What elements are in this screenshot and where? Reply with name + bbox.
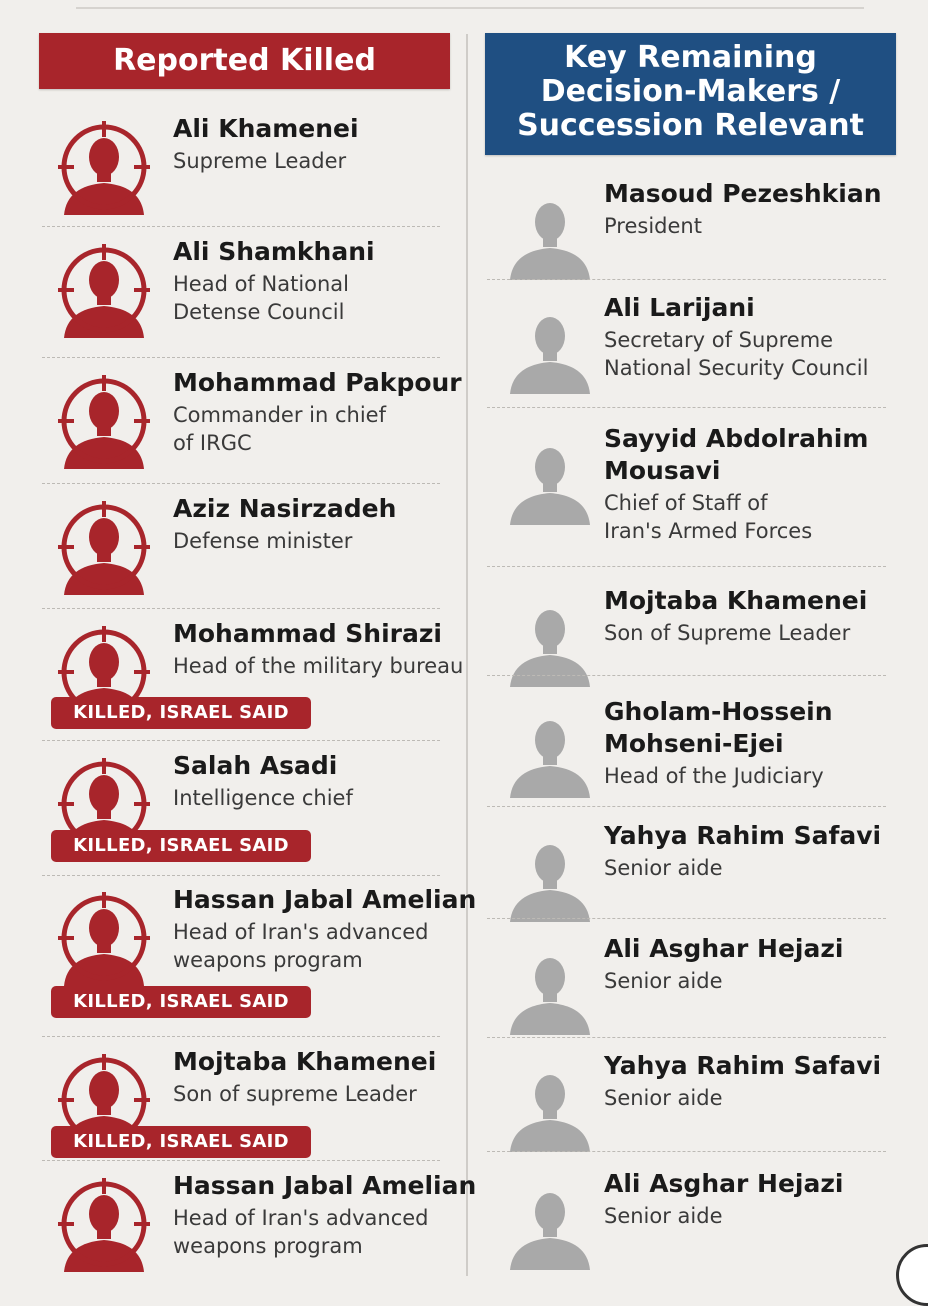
person-name bbox=[604, 585, 867, 617]
dashed-separator bbox=[42, 483, 440, 484]
dashed-separator bbox=[42, 608, 440, 609]
person-name bbox=[604, 933, 843, 965]
person-silhouette-icon bbox=[502, 939, 598, 1035]
header-line: Key Remaining bbox=[564, 40, 817, 75]
person-name-line: Gholam-Hossein bbox=[604, 697, 833, 726]
killed-israel-said-badge: KILLED, ISRAEL SAID bbox=[51, 1126, 311, 1158]
person-role-line: weapons program bbox=[173, 1234, 363, 1258]
person-name-line: Masoud Pezeshkian bbox=[604, 179, 882, 208]
person-silhouette-icon bbox=[502, 591, 598, 687]
header-line: Decision-Makers / bbox=[540, 74, 841, 109]
person-role bbox=[604, 489, 812, 545]
person-silhouette-icon bbox=[502, 702, 598, 798]
person-name bbox=[173, 113, 359, 145]
killed-israel-said-badge: KILLED, ISRAEL SAID bbox=[51, 986, 311, 1018]
person-role bbox=[173, 1080, 417, 1108]
dashed-separator bbox=[487, 1151, 886, 1152]
person-role-line: Commander in chief bbox=[173, 403, 386, 427]
dashed-separator bbox=[487, 1037, 886, 1038]
person-name-line: Ali Asghar Hejazi bbox=[604, 934, 844, 963]
killed-israel-said-badge: KILLED, ISRAEL SAID bbox=[51, 830, 311, 862]
person-role-line: Head of the military bureau bbox=[173, 654, 464, 678]
person-name bbox=[173, 884, 476, 916]
dashed-separator bbox=[487, 407, 886, 408]
person-name-line: Mousavi bbox=[604, 456, 721, 485]
person-role-line: Defense minister bbox=[173, 529, 353, 553]
person-role bbox=[173, 918, 429, 974]
crosshair-silhouette-icon bbox=[56, 890, 152, 986]
person-role bbox=[173, 652, 463, 680]
crosshair-silhouette-icon bbox=[56, 499, 152, 595]
column-divider bbox=[466, 34, 468, 1276]
dashed-separator bbox=[42, 1036, 440, 1037]
header-line: Succession Relevant bbox=[517, 108, 864, 143]
person-name-line: Mohammad Pakpour bbox=[173, 368, 462, 397]
person-name-line: Mohammad Shirazi bbox=[173, 619, 442, 648]
person-role bbox=[604, 1202, 723, 1230]
crosshair-silhouette-icon bbox=[56, 242, 152, 338]
person-role-line: of IRGC bbox=[173, 431, 252, 455]
person-name bbox=[173, 750, 337, 782]
person-silhouette-icon bbox=[502, 298, 598, 394]
person-name bbox=[604, 1168, 843, 1200]
person-role-line: Chief of Staff of bbox=[604, 491, 768, 515]
person-role-line: Son of supreme Leader bbox=[173, 1082, 417, 1106]
person-name bbox=[173, 236, 375, 268]
person-name-line: Mojtaba Khamenei bbox=[173, 1047, 437, 1076]
person-role bbox=[604, 1084, 723, 1112]
person-role-line: Intelligence chief bbox=[173, 786, 353, 810]
person-name-line: Salah Asadi bbox=[173, 751, 338, 780]
person-silhouette-icon bbox=[502, 826, 598, 922]
person-name-line: Sayyid Abdolrahim bbox=[604, 424, 869, 453]
crosshair-silhouette-icon bbox=[56, 119, 152, 215]
person-name-line: Ali Khamenei bbox=[173, 114, 359, 143]
crosshair-silhouette-icon bbox=[56, 1176, 152, 1272]
person-role bbox=[173, 527, 352, 555]
dashed-separator bbox=[487, 675, 886, 676]
person-name-line: Mojtaba Khamenei bbox=[604, 586, 868, 615]
person-name bbox=[604, 696, 833, 760]
header-key-remaining bbox=[485, 33, 896, 155]
person-silhouette-icon bbox=[502, 429, 598, 525]
top-rule bbox=[76, 7, 864, 9]
dashed-separator bbox=[487, 279, 886, 280]
person-name-line: Yahya Rahim Safavi bbox=[604, 1051, 882, 1080]
person-role-line: Senior aide bbox=[604, 856, 723, 880]
person-role bbox=[604, 967, 723, 995]
person-role-line: Head of Iran's advanced bbox=[173, 920, 429, 944]
person-silhouette-icon bbox=[502, 184, 598, 280]
person-role-line: Son of Supreme Leader bbox=[604, 621, 851, 645]
person-name-line: Ali Shamkhani bbox=[173, 237, 375, 266]
dashed-separator bbox=[42, 1160, 440, 1161]
person-role-line: Secretary of Supreme bbox=[604, 328, 834, 352]
person-name bbox=[604, 820, 881, 852]
person-silhouette-icon bbox=[502, 1056, 598, 1152]
person-role bbox=[604, 326, 868, 382]
person-name-line: Ali Asghar Hejazi bbox=[604, 1169, 844, 1198]
person-name-line: Aziz Nasirzadeh bbox=[173, 494, 397, 523]
person-name bbox=[173, 367, 462, 399]
person-role-line: Detense Council bbox=[173, 300, 345, 324]
person-role bbox=[173, 147, 346, 175]
person-role-line: Supreme Leader bbox=[173, 149, 347, 173]
person-name bbox=[173, 493, 396, 525]
person-name-line: Hassan Jabal Amelian bbox=[173, 885, 477, 914]
person-role-line: Head of National bbox=[173, 272, 350, 296]
person-role bbox=[604, 762, 824, 790]
dashed-separator bbox=[487, 918, 886, 919]
person-silhouette-icon bbox=[502, 1174, 598, 1270]
person-role bbox=[604, 212, 702, 240]
dashed-separator bbox=[42, 226, 440, 227]
person-role-line: Senior aide bbox=[604, 1204, 723, 1228]
person-role-line: Senior aide bbox=[604, 1086, 723, 1110]
person-role-line: Head of the Judiciary bbox=[604, 764, 824, 788]
person-role-line: weapons program bbox=[173, 948, 363, 972]
person-name-line: Ali Larijani bbox=[604, 293, 755, 322]
person-role-line: Senior aide bbox=[604, 969, 723, 993]
crosshair-silhouette-icon bbox=[56, 373, 152, 469]
person-name bbox=[604, 1050, 881, 1082]
killed-israel-said-badge: KILLED, ISRAEL SAID bbox=[51, 697, 311, 729]
corner-badge-icon bbox=[896, 1244, 928, 1306]
person-name bbox=[173, 1170, 476, 1202]
person-name bbox=[173, 1046, 436, 1078]
person-role-line: National Security Council bbox=[604, 356, 869, 380]
person-name bbox=[173, 618, 442, 650]
person-role-line: Iran's Armed Forces bbox=[604, 519, 813, 543]
person-name bbox=[604, 178, 882, 210]
dashed-separator bbox=[42, 740, 440, 741]
dashed-separator bbox=[487, 806, 886, 807]
person-name-line: Hassan Jabal Amelian bbox=[173, 1171, 477, 1200]
person-role bbox=[173, 1204, 429, 1260]
person-role-line: Head of Iran's advanced bbox=[173, 1206, 429, 1230]
person-role bbox=[173, 401, 386, 457]
person-name bbox=[604, 292, 755, 324]
dashed-separator bbox=[487, 566, 886, 567]
person-role bbox=[604, 854, 723, 882]
person-name bbox=[604, 423, 868, 487]
person-role bbox=[173, 784, 353, 812]
person-role-line: President bbox=[604, 214, 702, 238]
person-name-line: Mohseni-Ejei bbox=[604, 729, 784, 758]
person-role bbox=[604, 619, 850, 647]
person-name-line: Yahya Rahim Safavi bbox=[604, 821, 882, 850]
header-reported-killed: Reported Killed bbox=[39, 33, 450, 89]
person-role bbox=[173, 270, 349, 326]
dashed-separator bbox=[42, 875, 440, 876]
dashed-separator bbox=[42, 357, 440, 358]
